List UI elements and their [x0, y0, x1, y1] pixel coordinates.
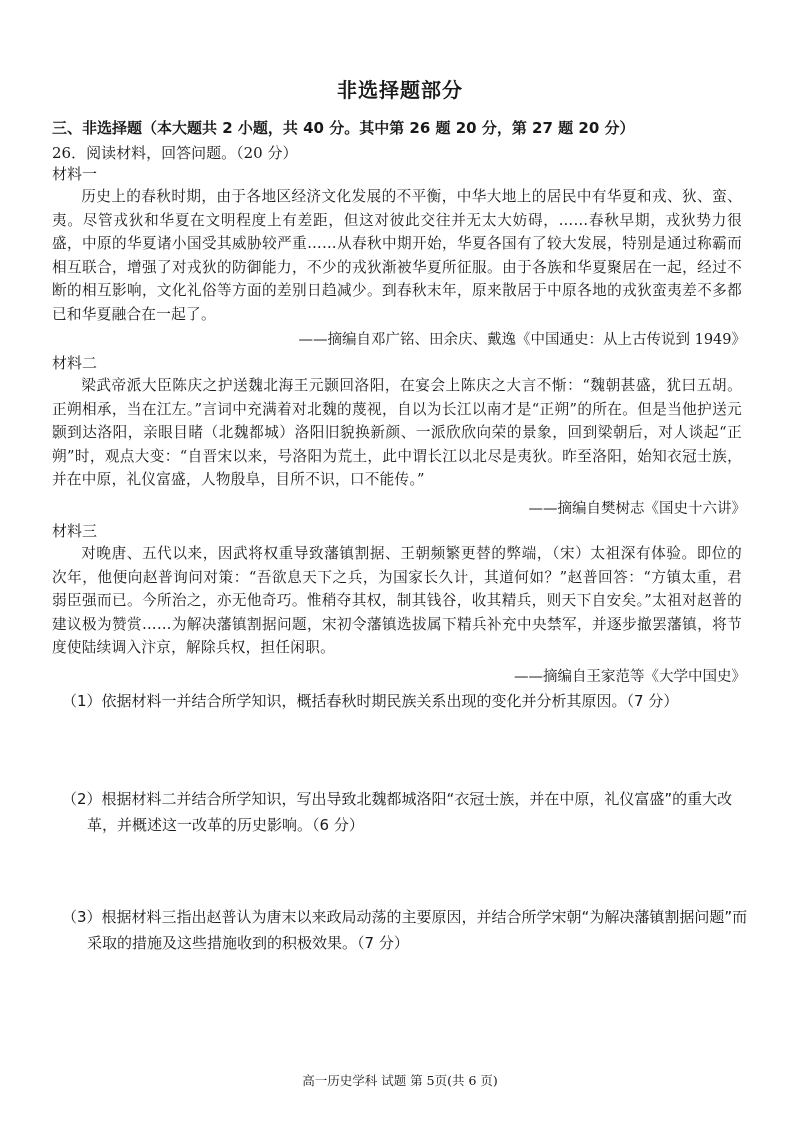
- sub-question-1: [62, 688, 752, 714]
- material-2-label: 材料二: [52, 354, 98, 372]
- page-footer: 高一历史学科 试题 第 5页(共 6 页): [302, 1073, 498, 1088]
- sub-question-1-text: （1）依据材料一并结合所学知识，概括春秋时期民族关系出现的变化并分析其原因。（7 分）: [62, 692, 679, 710]
- sub-question-3: [62, 904, 752, 956]
- material-3-label: 材料三: [52, 522, 98, 540]
- material-1-label: 材料一: [52, 165, 98, 183]
- section-heading: 三、非选择题（本大题共 2 小题，共 40 分。其中第 26 题 20 分，第 27 题 20 分）: [52, 119, 635, 137]
- material-1-text: 历史上的春秋时期，由于各地区经济文化发展的不平衡，中华大地上的居民中有华夏和戎、狄、蛮、夷。尽管戎狄和华夏在文明程度上有差距，但这对彼此交往并无太大妨碍，……春秋早期，戎狄势力很盛，中原的华夏诸小国受其威胁较严重……从春秋中期开始，华夏各国有了较大发展，特别是通过称霸而相互联合，增强了对戎狄的防御能力，不少的戎狄渐被华夏所征服。由于各族和华夏聚居在一起，经过不断的相互影响，文化礼俗等方面的差别日趋减少。到春秋末年，原来散居于中原各地的戎狄蛮夷差不多都已和华夏融合在一起了。: [52, 188, 742, 323]
- page-title: 非选择题部分: [337, 78, 463, 102]
- question-intro: 26．阅读材料，回答问题。（20 分）: [52, 144, 298, 162]
- sub-question-2-text: （2）根据材料二并结合所学知识，写出导致北魏都城洛阳“衣冠士族，并在中原，礼仪富盛”的重大改革，并概述这一改革的历史影响。（6 分）: [62, 790, 733, 834]
- material-3-text: 对晚唐、五代以来，因武将权重导致藩镇割据、王朝频繁更替的弊端，（宋）太祖深有体验。即位的次年，他便向赵普询问对策：“吾欲息天下之兵，为国家长久计，其道何如？”赵普回答：“方镇太重，君弱臣强而已。今所治之，亦无他奇巧。惟稍夺其权，制其钱谷，收其精兵，则天下自安矣。”太祖对赵普的建议极为赞赏……为解决藩镇割据问题，宋初令藩镇选拔属下精兵补充中央禁军，并逐步撤罢藩镇，将节度使陆续调入汴京，解除兵权，担任闲职。: [52, 545, 742, 656]
- sub-question-2: [62, 786, 752, 838]
- material-1-source: ——摘编自邓广铭、田余庆、戴逸《中国通史：从上古传说到 1949》: [298, 332, 746, 348]
- material-3-source: ——摘编自王家范等《大学中国史》: [514, 669, 746, 685]
- sub-question-3-text: （3）根据材料三指出赵普认为唐末以来政局动荡的主要原因，并结合所学宋朝“为解决藩镇割据问题”而采取的措施及这些措施收到的积极效果。（7 分）: [62, 908, 748, 952]
- material-2-text: 梁武帝派大臣陈庆之护送魏北海王元颢回洛阳，在宴会上陈庆之大言不惭：“魏朝甚盛，犹曰五胡。正朔相承，当在江左。”言词中充满着对北魏的蔑视，自以为长江以南才是“正朔”的所在。但是当他护送元颢到达洛阳，亲眼目睹（北魏都城）洛阳旧貌换新颜、一派欣欣向荣的景象，回到梁朝后，对人谈起“正朔”时，观点大变：“自晋宋以来，号洛阳为荒土，此中谓长江以北尽是夷狄。昨至洛阳，始知衣冠士族，并在中原，礼仪富盛，人物殷阜，目所不识，口不能传。”: [52, 377, 742, 488]
- material-2-source: ——摘编自樊树志《国史十六讲》: [528, 501, 746, 517]
